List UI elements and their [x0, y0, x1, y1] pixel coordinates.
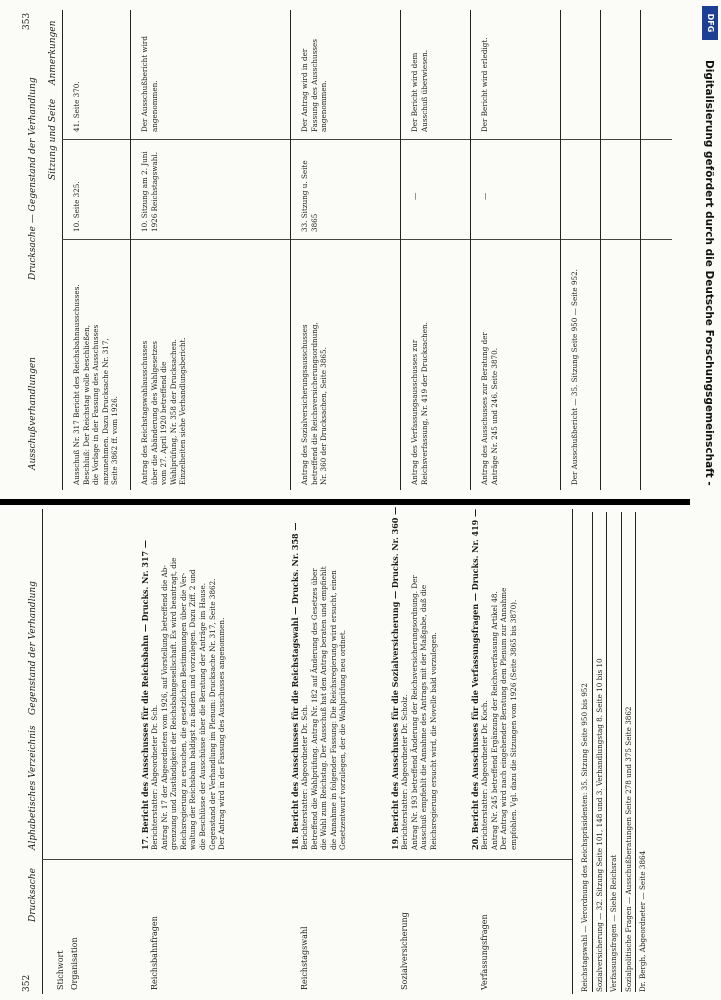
footer-line: Reichstagswahl — Verordnung des Reichspräsidenten: 35. Sitzung Seite 950 bis 952 — [580, 683, 589, 992]
dfg-logo: DFG — [702, 6, 718, 40]
left-col-heading-1: Drucksache — [28, 868, 38, 922]
right-row-rule — [130, 10, 131, 490]
right-row-rule — [560, 10, 561, 490]
right-entry-2-c: Der Ausschußbericht wird angenommen. — [140, 36, 159, 132]
entry-body: Berichterstatter: Abgeordneter Dr. Scholz. Antrag Nr. 193 betreffend Änderung der Reichsversicherungsordnung. Der Ausschuß empfiehlt die Annahme des Antrags mit der Maßgabe, daß die Reichsregierung ersucht wird, die Novelle bald vorzulegen. — [400, 575, 438, 850]
right-row-rule — [290, 10, 291, 490]
right-col-heading-c: Anmerkungen — [48, 20, 58, 85]
right-entry-3-c: Der Antrag wird in der Fassung des Ausschusses angenommen. — [300, 39, 329, 132]
entry-title: 17. Bericht des Ausschusses für die Reichsbahn — Drucks. Nr. 317 — — [140, 540, 150, 850]
entry-body: Berichterstatter: Abgeordneter Dr. Koch. Antrag Nr. 245 betreffend Ergänzung der Reichsverfassung Artikel 48. Der Antrag wird nach eingehender Beratung dem Plenum zur Annahme empfohlen. Vgl. dazu die Sitzungen vom 1926 (Seite 3865 bis 3870). — [480, 587, 518, 850]
left-entry-17 — [140, 540, 227, 850]
left-entry-19 — [390, 507, 438, 850]
right-col-heading-b: Sitzung und Seite — [48, 98, 58, 180]
page-number-right: 353 — [22, 12, 32, 30]
right-entry-5-c: Der Bericht wird erledigt. — [480, 37, 489, 132]
left-entry-18 — [290, 523, 348, 850]
right-entry-1-b: 10. Seite 325. — [72, 181, 81, 232]
right-entry-2-b: 10. Sitzung am 2. Juni 1926 Reichstagswahl. — [140, 151, 159, 232]
left-header-rule — [42, 509, 43, 994]
label-stichwort: Stichwort — [56, 950, 65, 990]
footer-line: Sozialpolitische Fragen — Ausschußberatungen Seite 278 und 375 Seite 3862 — [623, 706, 633, 992]
entry-body: Berichterstatter: Abgeordneter Dr. Sch. Betreffend die Wahlprüfung. Antrag Nr. 182 auf Änderung des Gesetzes über die Wahl zum Reichstag. Der Ausschuß hat den Antrag beraten und empfiehlt die Annahme in folgender Fassung: Die Reichsregierung wird ersucht, einen Gesetzentwurf vorzulegen, der die Wahlprüfung neu ordnet. — [300, 566, 348, 850]
right-entry-3-a: Antrag des Sozialversicherungsausschusses betreffend die Reichsversicherungsordnung, Nr. 360 der Drucksachen, Seite 3865. — [300, 322, 329, 485]
right-entry-4-b: — — [410, 192, 419, 200]
right-entry-5-b: — — [480, 192, 489, 200]
right-col-heading-a: Ausschußverhandlungen — [28, 357, 38, 470]
label-verfassung: Verfassungsfragen — [480, 914, 489, 990]
entry-title: 20. Bericht des Ausschusses für die Verfassungsfragen — Drucks. Nr. 419 — — [470, 508, 480, 850]
right-row-rule — [470, 10, 471, 490]
left-footer-rule — [572, 509, 573, 994]
entry-body: Berichterstatter: Abgeordneter Dr. Sch. Antrag Nr. 17 der Abgeordneten vom 1926, auf Vorstellung betreffend die Ab- grenzung und Zuständigkeit der Reichsbahngesellschaft. Es wird beantragt, die Reichsregierung zu ersuchen, die gesetzlichen Bestimmungen über die Ver- waltung der Reichsbahn baldigst zu ändern und vorzulegen. Dazu Ziff. 2 und die Beschlüsse der Ausschüsse über die Beratung der Anträge im Hause. Gegenstand der Verhandlung im Plenum: Drucksache Nr. 317, Seite 3862. Der Antrag wird in der Fassung des Ausschusses angenommen. — [150, 557, 227, 850]
right-divider-2 — [62, 139, 672, 140]
right-entry-3-b: 33. Sitzung u. Seite 3865 — [300, 160, 319, 232]
watermark-text: Digitalisierung gefördert durch die Deutsche Forschungsgemeinschaft - — [703, 60, 715, 486]
left-column-divider — [42, 859, 572, 860]
right-entry-6-a: Der Ausschußbericht — 35. Sitzung Seite 950 — Seite 952. — [570, 269, 579, 485]
left-entry-20 — [470, 509, 518, 850]
entry-title: 19. Bericht des Ausschusses für die Sozialversicherung — Drucks. Nr. 360 — — [390, 506, 400, 850]
right-row-rule — [400, 10, 401, 490]
right-header-rule — [62, 10, 63, 490]
entry-title: 18. Bericht des Ausschusses für die Reichstagswahl — Drucks. Nr. 358 — — [290, 522, 300, 850]
footer-line: Verfassungsfragen — Siehe Reichsrat — [609, 854, 619, 992]
right-entry-2-a: Antrag des Reichstagswahlausschusses über die Abänderung des Wahlgesetzes vom 27. April 1920 betreffend die Wahlprüfung, Nr. 358 der Drucksachen. Einzelheiten siehe Verhandlungsbericht. — [140, 337, 188, 485]
left-col-heading-2: Alphabetisches Verzeichnis — [28, 725, 38, 850]
label-reichstagswahl: Reichstagswahl — [300, 926, 309, 990]
page-number: 352 — [22, 974, 32, 992]
dfg-watermark — [699, 0, 719, 1000]
right-row-rule — [600, 10, 601, 490]
label-reichsbahn: Reichsbahnfragen — [150, 916, 159, 990]
gutter-rule — [0, 499, 690, 505]
right-entry-4-c: Der Bericht wird dem Ausschuß überwiesen. — [410, 49, 429, 132]
left-col-heading-3: Gegenstand der Verhandlung — [28, 581, 38, 715]
label-sozialversicherung: Sozialversicherung — [400, 912, 409, 990]
right-entry-1-a: Ausschuß Nr. 317 Bericht des Reichsbahnausschusses. Beschluß: Der Reichstag wolle beschließen, die Vorlage in der Fassung des Ausschusses anzunehmen. Dazu Drucksache Nr. 317, Seite 3862 ff. vom 1926. — [72, 284, 120, 485]
right-entry-4-a: Antrag des Verfassungsausschusses zur Reichsverfassung, Nr. 419 der Drucksachen. — [410, 322, 429, 485]
footer-line: Dr. Bergh, Abgeordneter — Seite 3864 — [638, 850, 648, 992]
footer-line: Sozialversicherung — 32. Sitzung Seite 101, 148 und 3. Verhandlungstag 8. Seite 10 bis 10 — [594, 658, 604, 992]
right-divider-1 — [62, 239, 672, 240]
right-entry-1-c: 41. Seite 370. — [72, 81, 81, 132]
right-entry-5-a: Antrag des Ausschusses zur Beratung der Anträge Nr. 245 und 246, Seite 3870. — [480, 332, 499, 485]
right-running-title: Drucksache — Gegenstand der Verhandlung — [28, 77, 38, 280]
right-bottom-rule — [640, 10, 641, 490]
left-footer — [580, 512, 648, 992]
label-organisation: Organisation — [70, 937, 79, 990]
